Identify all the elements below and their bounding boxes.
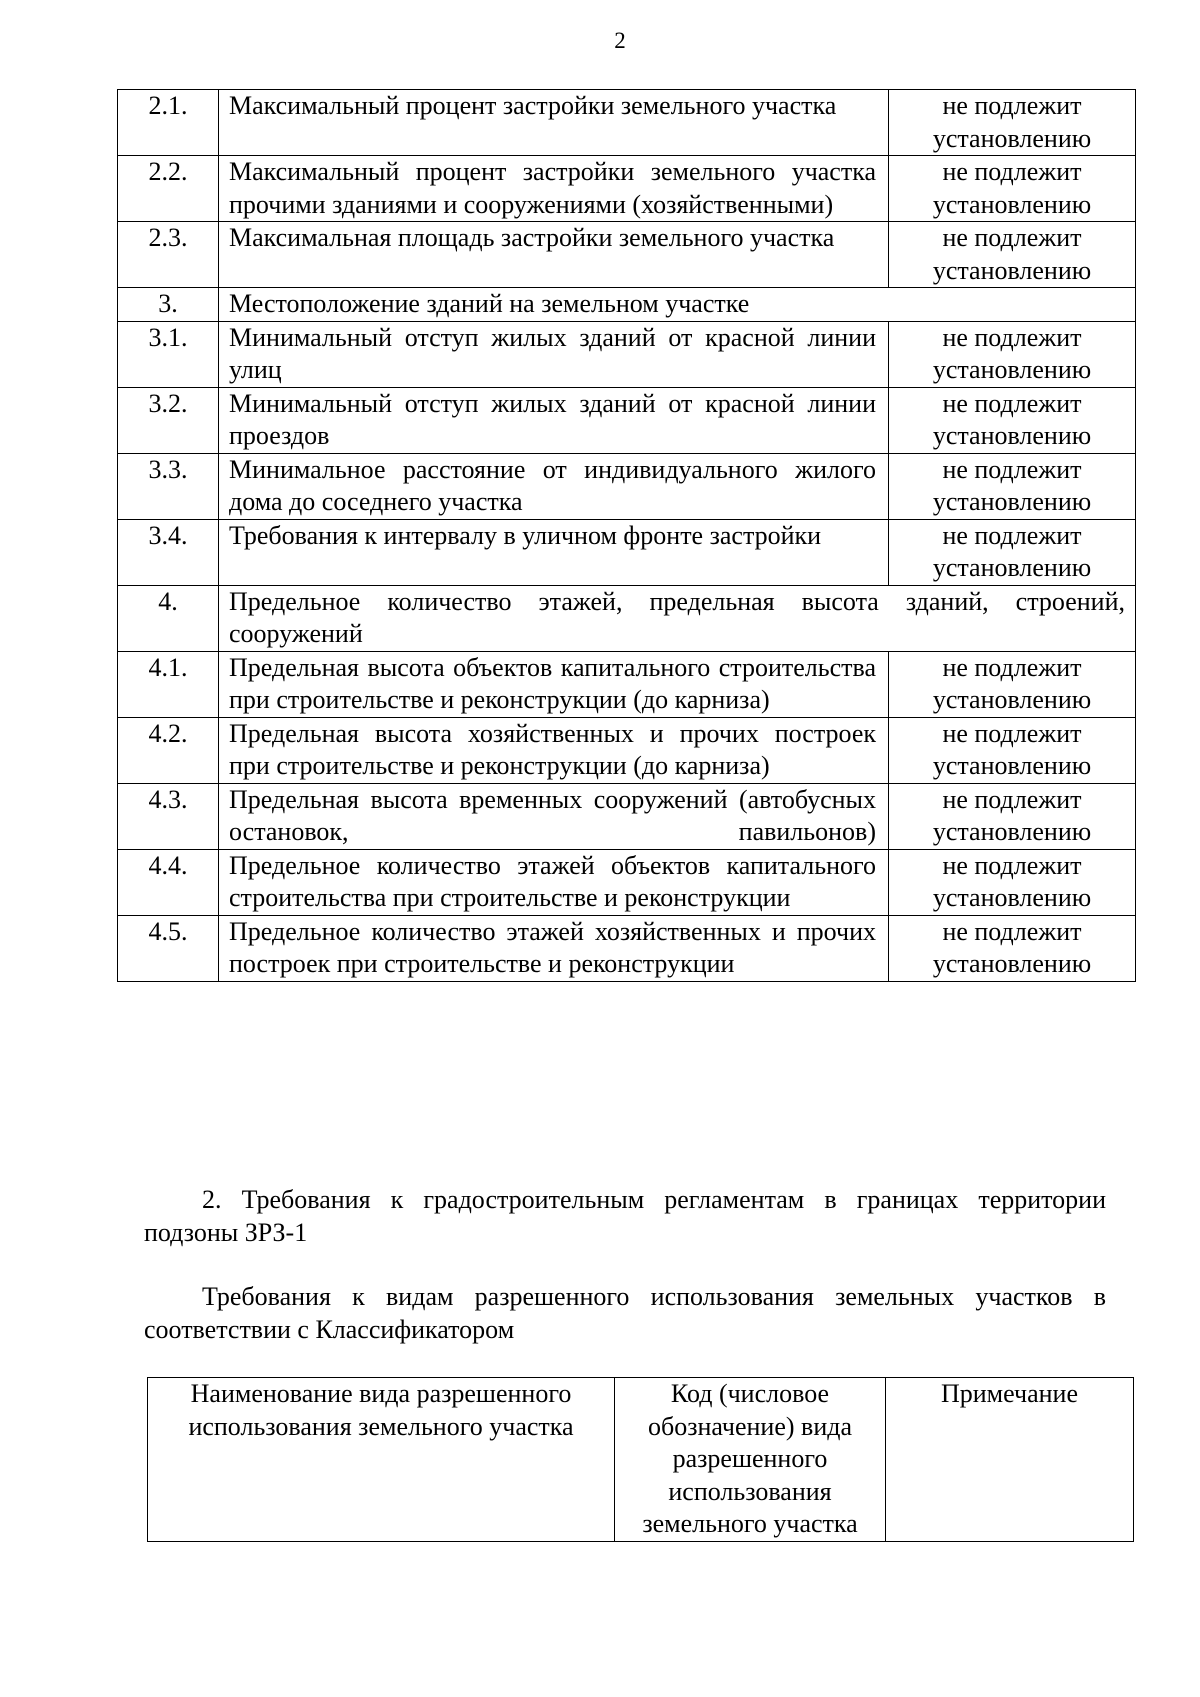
row-value: не подлежит установлению — [889, 90, 1136, 156]
row-description: Минимальное расстояние от индивидуального жилого дома до соседнего участка — [219, 453, 889, 519]
section-row — [118, 288, 1136, 322]
section-title: Местоположение зданий на земельном участке — [219, 288, 1136, 322]
row-description: Предельная высота хозяйственных и прочих построек при строительстве и реконструкции (до карниза) — [219, 717, 889, 783]
row-number: 4.2. — [118, 717, 219, 783]
row-number: 2.1. — [118, 90, 219, 156]
row-value: не подлежит установлению — [889, 849, 1136, 915]
row-description: Предельное количество этажей объектов капитального строительства при строительстве и реконструкции — [219, 849, 889, 915]
row-value: не подлежит установлению — [889, 321, 1136, 387]
table-row — [118, 453, 1136, 519]
table-row — [118, 321, 1136, 387]
classifier-table — [147, 1377, 1134, 1542]
row-value: не подлежит установлению — [889, 519, 1136, 585]
row-value: не подлежит установлению — [889, 783, 1136, 849]
row-number: 3.3. — [118, 453, 219, 519]
section-row — [118, 585, 1136, 651]
row-description: Предельная высота временных сооружений (автобусных остановок, павильонов) — [219, 783, 889, 849]
row-number: 4.1. — [118, 651, 219, 717]
row-description: Минимальный отступ жилых зданий от красной линии проездов — [219, 387, 889, 453]
row-value: не подлежит установлению — [889, 156, 1136, 222]
column-header-name: Наименование вида разрешенного использования земельного участка — [148, 1378, 615, 1542]
row-description: Максимальная площадь застройки земельного участка — [219, 222, 889, 288]
section-title: Предельное количество этажей, предельная высота зданий, строений, сооружений — [219, 585, 1136, 651]
table-row — [118, 717, 1136, 783]
table-row — [118, 849, 1136, 915]
table-row — [118, 90, 1136, 156]
row-number: 4.3. — [118, 783, 219, 849]
row-number: 2.2. — [118, 156, 219, 222]
row-description: Минимальный отступ жилых зданий от красной линии улиц — [219, 321, 889, 387]
row-number: 4.4. — [118, 849, 219, 915]
table-row — [118, 222, 1136, 288]
column-header-note: Примечание — [886, 1378, 1134, 1542]
row-value: не подлежит установлению — [889, 717, 1136, 783]
column-header-code: Код (числовое обозначение) вида разрешенного использования земельного участка — [615, 1378, 886, 1542]
table-row — [118, 783, 1136, 849]
row-description: Предельная высота объектов капитального строительства при строительстве и реконструкции (до карниза) — [219, 651, 889, 717]
row-value: не подлежит установлению — [889, 222, 1136, 288]
row-description: Максимальный процент застройки земельного участка прочими зданиями и сооружениями (хозяйственными) — [219, 156, 889, 222]
row-number: 4. — [118, 585, 219, 651]
table-row — [118, 915, 1136, 981]
section-subheading: Требования к видам разрешенного использования земельных участков в соответствии с Классификатором — [144, 1282, 1106, 1344]
parameters-table — [117, 89, 1136, 982]
table-row — [118, 651, 1136, 717]
row-description: Максимальный процент застройки земельного участка — [219, 90, 889, 156]
row-value: не подлежит установлению — [889, 387, 1136, 453]
row-number: 3. — [118, 288, 219, 322]
row-description: Требования к интервалу в уличном фронте застройки — [219, 519, 889, 585]
row-number: 3.2. — [118, 387, 219, 453]
table-row — [118, 387, 1136, 453]
row-value: не подлежит установлению — [889, 453, 1136, 519]
page-number: 2 — [614, 28, 626, 53]
row-value: не подлежит установлению — [889, 651, 1136, 717]
table-header-row — [148, 1378, 1134, 1542]
row-value: не подлежит установлению — [889, 915, 1136, 981]
row-number: 3.1. — [118, 321, 219, 387]
table-row — [118, 519, 1136, 585]
section-heading: 2. Требования к градостроительным регламентам в границах территории подзоны ЗРЗ-1 — [144, 1185, 1106, 1247]
row-description: Предельное количество этажей хозяйственных и прочих построек при строительстве и реконструкции — [219, 915, 889, 981]
table-row — [118, 156, 1136, 222]
row-number: 4.5. — [118, 915, 219, 981]
row-number: 3.4. — [118, 519, 219, 585]
row-number: 2.3. — [118, 222, 219, 288]
